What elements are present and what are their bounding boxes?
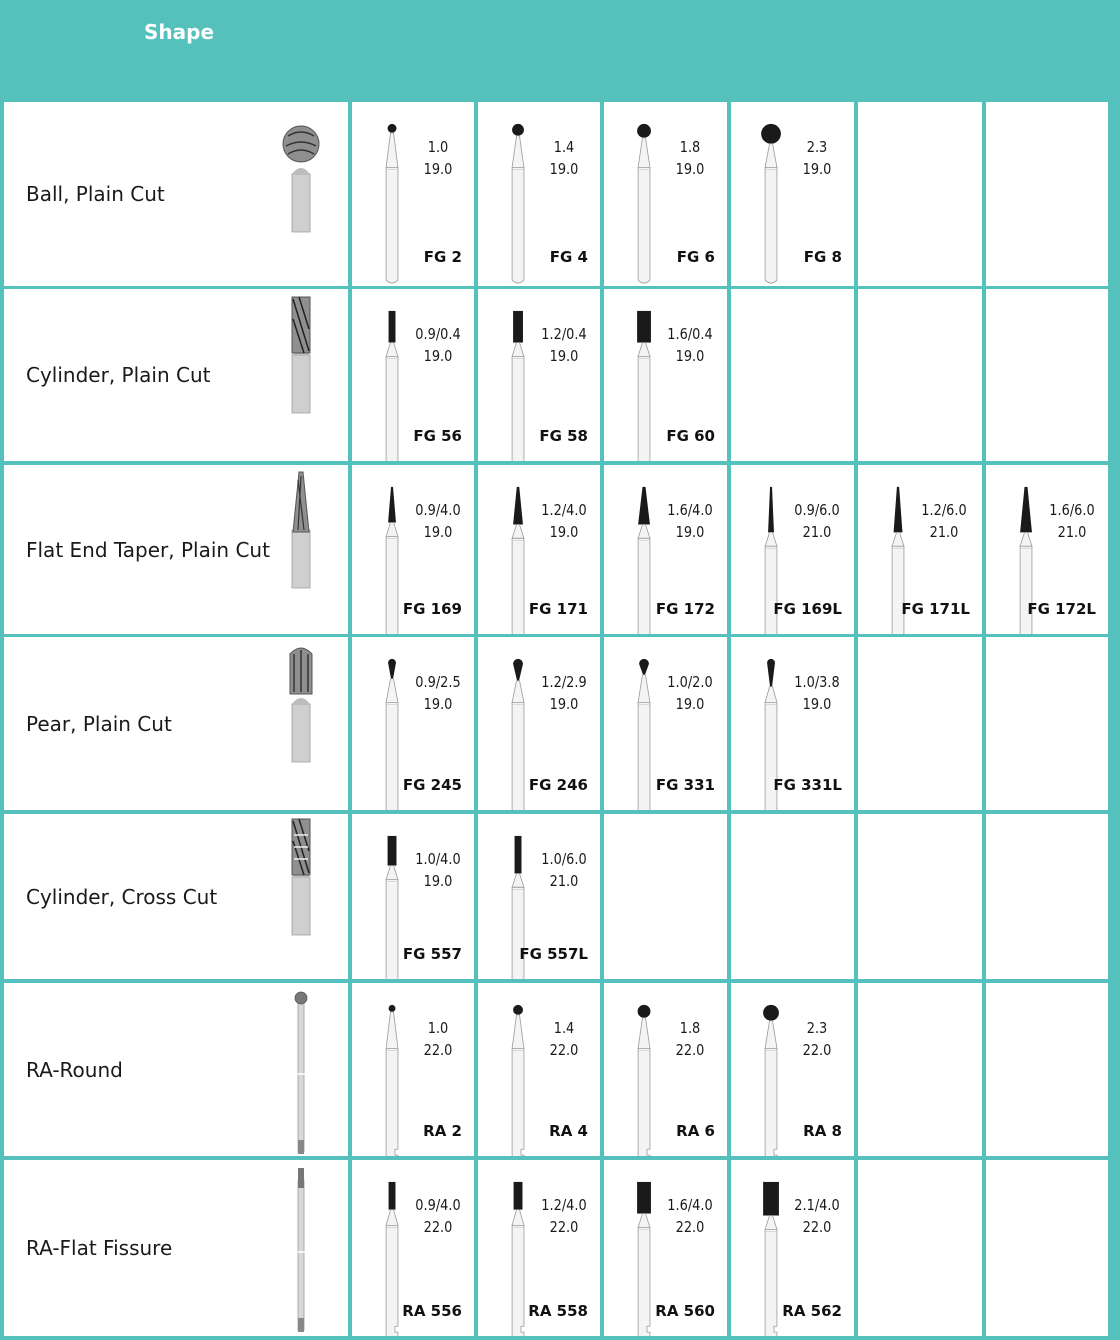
bur-shank	[892, 546, 904, 634]
product-code: FG 58	[539, 427, 588, 445]
bur-tip	[389, 1005, 396, 1012]
bur-neck	[386, 133, 398, 168]
product-cell	[604, 1160, 727, 1336]
head-size: 2.3	[806, 138, 828, 156]
product-cell	[731, 983, 854, 1156]
product-code: FG 246	[528, 776, 588, 794]
total-length: 19.0	[675, 695, 705, 713]
product-code: FG 56	[413, 427, 462, 445]
dimensions	[654, 136, 726, 180]
dimensions	[781, 1194, 853, 1238]
head-size: 0.9/6.0	[794, 501, 840, 519]
total-length: 19.0	[549, 695, 579, 713]
dimensions	[402, 848, 474, 892]
head-size: 1.6/4.0	[667, 1196, 713, 1214]
product-cell	[731, 1160, 854, 1336]
product-cell	[352, 289, 474, 461]
dimensions	[402, 136, 474, 180]
shape-name-cell	[4, 102, 348, 286]
product-cell	[478, 289, 600, 461]
product-code: RA 4	[549, 1122, 588, 1140]
dimensions	[402, 1194, 474, 1238]
empty-cell	[858, 983, 982, 1156]
dimensions	[654, 499, 726, 543]
table-header	[4, 0, 1112, 96]
shape-name: Ball, Plain Cut	[26, 182, 165, 206]
bur-neck	[386, 679, 398, 703]
ra-round-bur-icon	[282, 990, 320, 1157]
bur-tip	[388, 124, 397, 133]
bur-tip	[513, 311, 523, 343]
bur-shank	[386, 1225, 398, 1336]
bur-neck	[386, 343, 398, 357]
empty-cell	[986, 102, 1108, 286]
bur-tip	[637, 311, 651, 343]
bur-neck	[512, 524, 524, 538]
head-size: 1.2/2.9	[541, 673, 587, 691]
bur-neck	[386, 523, 398, 537]
product-cell	[604, 637, 727, 810]
product-code: FG 6	[676, 248, 715, 266]
bur-tip	[761, 124, 781, 144]
bur-tip	[389, 1182, 396, 1210]
empty-cell	[986, 637, 1108, 810]
product-cell	[604, 465, 727, 634]
ra-fissure-bur-icon	[282, 1168, 320, 1336]
product-cell	[478, 814, 600, 979]
total-length: 19.0	[549, 347, 579, 365]
head-size: 1.2/4.0	[541, 1196, 587, 1214]
bur-tip	[513, 659, 523, 681]
total-length: 22.0	[802, 1218, 832, 1236]
head-size: 1.6/6.0	[1049, 501, 1095, 519]
shape-name-cell	[4, 983, 348, 1156]
product-cell	[858, 465, 982, 634]
head-size: 1.4	[553, 1019, 575, 1037]
dimensions	[1036, 499, 1108, 543]
bur-shank	[386, 167, 398, 283]
bur-tip	[389, 311, 396, 343]
total-length: 21.0	[802, 523, 832, 541]
empty-cell	[986, 983, 1108, 1156]
product-cell	[478, 102, 600, 286]
head-size: 1.2/4.0	[541, 501, 587, 519]
product-code: FG 331L	[773, 776, 842, 794]
total-length: 21.0	[549, 872, 579, 890]
bur-shank	[512, 887, 524, 979]
empty-cell	[858, 102, 982, 286]
head-size: 1.0/4.0	[415, 850, 461, 868]
bur-shank	[386, 879, 398, 979]
bur-shank	[512, 167, 524, 283]
dimensions	[528, 671, 600, 715]
bur-neck	[638, 343, 650, 357]
bur-shank	[765, 1229, 777, 1336]
head-size: 0.9/0.4	[415, 325, 461, 343]
product-cell	[604, 102, 727, 286]
product-cell	[352, 814, 474, 979]
head-size: 1.6/0.4	[667, 325, 713, 343]
total-length: 19.0	[549, 160, 579, 178]
product-code: FG 245	[402, 776, 462, 794]
product-cell	[986, 465, 1108, 634]
bur-shank	[638, 167, 650, 283]
product-code: FG 60	[666, 427, 715, 445]
head-size: 1.6/4.0	[667, 501, 713, 519]
ball-bur-icon	[282, 114, 320, 282]
product-code: FG 171L	[901, 600, 970, 618]
total-length: 19.0	[802, 160, 832, 178]
product-code: RA 562	[782, 1302, 842, 1320]
bur-neck	[386, 866, 398, 880]
total-length: 22.0	[423, 1041, 453, 1059]
head-size: 0.9/4.0	[415, 501, 461, 519]
bur-tip	[513, 487, 523, 525]
head-size: 1.0	[427, 138, 449, 156]
bur-tip	[1020, 487, 1032, 532]
product-cell	[352, 983, 474, 1156]
product-cell	[352, 1160, 474, 1336]
bur-shank	[512, 356, 524, 461]
bur-shank	[638, 356, 650, 461]
product-code: RA 6	[676, 1122, 715, 1140]
bur-shank	[765, 1048, 777, 1156]
total-length: 19.0	[423, 347, 453, 365]
dimensions	[654, 323, 726, 367]
head-size: 1.8	[679, 138, 701, 156]
bur-neck	[765, 1216, 777, 1230]
product-code: FG 171	[528, 600, 588, 618]
bur-tip	[763, 1182, 779, 1216]
empty-cell	[731, 289, 854, 461]
empty-cell	[731, 814, 854, 979]
shape-name-cell	[4, 637, 348, 810]
total-length: 21.0	[1057, 523, 1087, 541]
bur-neck	[638, 524, 650, 538]
bur-tip	[388, 659, 396, 679]
bur-tip	[638, 487, 650, 525]
bur-neck	[512, 136, 524, 168]
product-code: RA 560	[655, 1302, 715, 1320]
bur-neck	[512, 343, 524, 357]
bur-tip	[637, 124, 651, 138]
head-size: 1.4	[553, 138, 575, 156]
product-code: RA 2	[423, 1122, 462, 1140]
shape-name-cell	[4, 814, 348, 979]
dimensions	[528, 323, 600, 367]
product-code: FG 331	[655, 776, 715, 794]
dimensions	[781, 671, 853, 715]
head-size: 1.0/6.0	[541, 850, 587, 868]
bur-neck	[892, 532, 904, 546]
head-size: 1.0/3.8	[794, 673, 840, 691]
product-cell	[731, 637, 854, 810]
product-cell	[478, 983, 600, 1156]
bur-shank	[638, 1048, 650, 1156]
empty-cell	[858, 1160, 982, 1336]
product-cell	[478, 637, 600, 810]
bur-neck	[638, 1018, 650, 1049]
product-code: RA 558	[528, 1302, 588, 1320]
bur-shank	[512, 538, 524, 634]
total-length: 19.0	[675, 160, 705, 178]
product-cell	[604, 289, 727, 461]
cylinder-bur-icon	[282, 295, 320, 461]
bur-neck	[1020, 532, 1032, 546]
dimensions	[781, 136, 853, 180]
bur-neck	[765, 1021, 777, 1049]
head-size: 0.9/4.0	[415, 1196, 461, 1214]
shape-name: RA-Flat Fissure	[26, 1236, 173, 1260]
empty-cell	[858, 289, 982, 461]
bur-neck	[386, 1012, 398, 1049]
product-code: FG 4	[549, 248, 588, 266]
product-cell	[352, 102, 474, 286]
total-length: 19.0	[675, 523, 705, 541]
product-code: RA 556	[402, 1302, 462, 1320]
dimensions	[781, 499, 853, 543]
bur-shank	[512, 1048, 524, 1156]
head-size: 2.3	[806, 1019, 828, 1037]
bur-tip	[638, 1005, 651, 1018]
product-code: FG 2	[423, 248, 462, 266]
bur-neck	[638, 138, 650, 168]
shape-name: RA-Round	[26, 1057, 123, 1082]
product-code: FG 557	[402, 945, 462, 963]
bur-shank	[765, 167, 777, 283]
shape-name-cell	[4, 465, 348, 634]
head-size: 2.1/4.0	[794, 1196, 840, 1214]
shape-name-cell	[4, 1160, 348, 1336]
total-length: 22.0	[423, 1218, 453, 1236]
bur-neck	[512, 1210, 524, 1226]
bur-shank	[1020, 546, 1032, 634]
total-length: 19.0	[423, 160, 453, 178]
bur-shank	[638, 538, 650, 634]
dimensions	[528, 136, 600, 180]
head-size: 1.0	[427, 1019, 449, 1037]
total-length: 22.0	[549, 1218, 579, 1236]
bur-tip	[894, 487, 903, 532]
bur-neck	[638, 1214, 650, 1228]
bur-neck	[638, 675, 650, 703]
dimensions	[528, 499, 600, 543]
bur-tip	[639, 659, 649, 675]
bur-tip	[763, 1005, 779, 1021]
head-size: 1.2/6.0	[921, 501, 967, 519]
total-length: 19.0	[802, 695, 832, 713]
empty-cell	[986, 289, 1108, 461]
empty-cell	[986, 1160, 1108, 1336]
bur-shank	[386, 356, 398, 461]
total-length: 19.0	[423, 872, 453, 890]
dimensions	[908, 499, 980, 543]
product-cell	[478, 1160, 600, 1336]
product-code: FG 172L	[1027, 600, 1096, 618]
product-code: RA 8	[803, 1122, 842, 1140]
bur-shank	[386, 702, 398, 810]
dimensions	[528, 1017, 600, 1061]
dimensions	[528, 1194, 600, 1238]
product-cell	[478, 465, 600, 634]
bur-tip	[767, 659, 775, 687]
bur-tip	[514, 1182, 523, 1210]
dimensions	[654, 1017, 726, 1061]
dimensions	[654, 1194, 726, 1238]
bur-tip	[513, 1005, 523, 1015]
shape-name: Cylinder, Plain Cut	[26, 363, 211, 387]
bur-shank	[512, 1225, 524, 1336]
head-size: 1.8	[679, 1019, 701, 1037]
product-code: FG 557L	[519, 945, 588, 963]
product-cell	[731, 102, 854, 286]
total-length: 22.0	[802, 1041, 832, 1059]
total-length: 19.0	[423, 523, 453, 541]
empty-cell	[858, 637, 982, 810]
shape-name: Flat End Taper, Plain Cut	[26, 537, 270, 562]
dimensions	[781, 1017, 853, 1061]
bur-tip	[388, 836, 397, 866]
bur-shank	[638, 702, 650, 810]
product-cell	[352, 465, 474, 634]
product-cell	[604, 983, 727, 1156]
product-cell	[731, 465, 854, 634]
bur-shank	[512, 702, 524, 810]
bur-shank	[386, 1048, 398, 1156]
bur-shank	[765, 546, 777, 634]
product-code: FG 172	[655, 600, 715, 618]
bur-neck	[512, 681, 524, 703]
bur-tip	[515, 836, 522, 874]
bur-shank	[386, 536, 398, 634]
total-length: 21.0	[929, 523, 959, 541]
bur-neck	[386, 1210, 398, 1226]
total-length: 22.0	[675, 1041, 705, 1059]
dimensions	[402, 323, 474, 367]
bur-shank	[638, 1227, 650, 1336]
bur-neck	[765, 687, 777, 703]
total-length: 22.0	[675, 1218, 705, 1236]
total-length: 19.0	[423, 695, 453, 713]
bur-tip	[512, 124, 524, 136]
bur-neck	[765, 144, 777, 168]
shape-name: Cylinder, Cross Cut	[26, 884, 218, 909]
dimensions	[402, 1017, 474, 1061]
total-length: 22.0	[549, 1041, 579, 1059]
bur-tip	[768, 487, 774, 532]
taper-bur-icon	[282, 470, 320, 635]
pear-bur-icon	[282, 644, 320, 811]
empty-cell	[986, 814, 1108, 979]
total-length: 19.0	[549, 523, 579, 541]
product-code: FG 169	[402, 600, 462, 618]
empty-cell	[604, 814, 727, 979]
bur-neck	[765, 532, 777, 546]
bur-tip	[637, 1182, 651, 1214]
header-title: Shape	[144, 20, 215, 44]
dimensions	[654, 671, 726, 715]
dimensions	[402, 499, 474, 543]
shape-name-cell	[4, 289, 348, 461]
crosscut-bur-icon	[282, 817, 320, 980]
head-size: 1.2/0.4	[541, 325, 587, 343]
product-cell	[352, 637, 474, 810]
bur-neck	[512, 873, 524, 887]
head-size: 1.0/2.0	[667, 673, 713, 691]
bur-neck	[512, 1015, 524, 1049]
product-code: FG 8	[803, 248, 842, 266]
product-code: FG 169L	[773, 600, 842, 618]
head-size: 0.9/2.5	[415, 673, 461, 691]
shape-name: Pear, Plain Cut	[26, 711, 172, 736]
total-length: 19.0	[675, 347, 705, 365]
dimensions	[528, 848, 600, 892]
dimensions	[402, 671, 474, 715]
empty-cell	[858, 814, 982, 979]
bur-tip	[388, 487, 396, 523]
